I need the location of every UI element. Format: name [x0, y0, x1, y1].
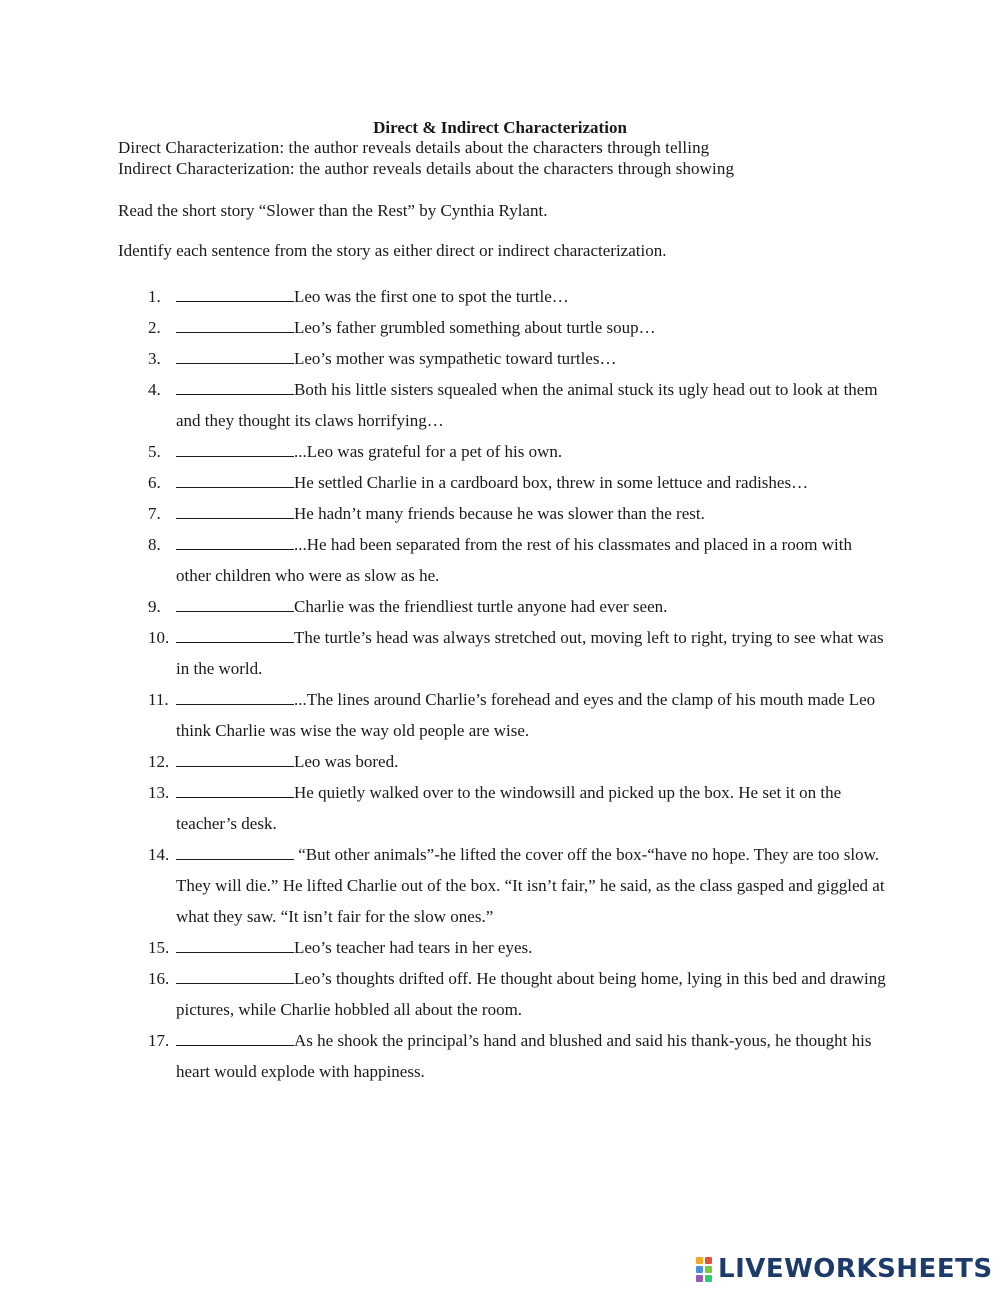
definition-direct: Direct Characterization: the author reveals details about the characters through telling [118, 138, 710, 157]
question-item [0, 529, 1000, 591]
question-text: Leo was bored. [294, 752, 399, 771]
logo-square-icon [696, 1266, 703, 1273]
question-list [0, 281, 1000, 1087]
instruction-read: Read the short story “Slower than the Rest” by Cynthia Rylant. [118, 201, 548, 220]
answer-blank[interactable] [176, 750, 294, 767]
question-item [0, 684, 1000, 746]
question-number: 17. [148, 1031, 170, 1050]
question-item [0, 839, 1000, 932]
question-text: He settled Charlie in a cardboard box, threw in some lettuce and radishes… [294, 473, 809, 492]
question-number: 3. [148, 349, 161, 368]
question-item [0, 343, 1000, 374]
question-number: 15. [148, 938, 170, 957]
question-number: 12. [148, 752, 170, 771]
question-text: Charlie was the friendliest turtle anyone had ever seen. [294, 597, 668, 616]
question-text: Leo’s teacher had tears in her eyes. [294, 938, 533, 957]
question-item [0, 1025, 1000, 1087]
question-item [0, 591, 1000, 622]
question-number: 4. [148, 380, 161, 399]
question-text: ...The lines around Charlie’s forehead and eyes and the clamp of his mouth made Leo think Charlie was wise the way old people are wise. [176, 690, 876, 740]
question-text: He hadn’t many friends because he was slower than the rest. [294, 504, 705, 523]
question-number: 6. [148, 473, 161, 492]
question-text: ...He had been separated from the rest of his classmates and placed in a room with other children who were as slow as he. [176, 535, 852, 585]
answer-blank[interactable] [176, 285, 294, 302]
question-item [0, 467, 1000, 498]
answer-blank[interactable] [176, 967, 294, 984]
answer-blank[interactable] [176, 440, 294, 457]
question-item [0, 963, 1000, 1025]
question-item [0, 312, 1000, 343]
answer-blank[interactable] [176, 347, 294, 364]
instruction-identify: Identify each sentence from the story as either direct or indirect characterization. [118, 241, 667, 260]
question-text: The turtle’s head was always stretched out, moving left to right, trying to see what was in the world. [176, 628, 884, 678]
question-text: As he shook the principal’s hand and blushed and said his thank-yous, he thought his heart would explode with happiness. [176, 1031, 872, 1081]
question-number: 9. [148, 597, 161, 616]
question-item [0, 374, 1000, 436]
question-item [0, 777, 1000, 839]
logo-mark-icon [696, 1257, 712, 1282]
question-text: ...Leo was grateful for a pet of his own. [294, 442, 563, 461]
question-item [0, 436, 1000, 467]
answer-blank[interactable] [176, 316, 294, 333]
answer-blank[interactable] [176, 378, 294, 395]
question-number: 11. [148, 690, 169, 709]
question-text: He quietly walked over to the windowsill and picked up the box. He set it on the teacher’s desk. [176, 783, 842, 833]
answer-blank[interactable] [176, 471, 294, 488]
question-item [0, 746, 1000, 777]
question-number: 7. [148, 504, 161, 523]
page-title: Direct & Indirect Characterization [373, 118, 627, 137]
question-number: 10. [148, 628, 170, 647]
answer-blank[interactable] [176, 936, 294, 953]
question-number: 14. [148, 845, 170, 864]
question-text: Both his little sisters squealed when the animal stuck its ugly head out to look at them and they thought its claws horrifying… [176, 380, 878, 430]
logo-square-icon [705, 1275, 712, 1282]
answer-blank[interactable] [176, 781, 294, 798]
logo-square-icon [705, 1257, 712, 1264]
question-number: 5. [148, 442, 161, 461]
question-text: Leo’s thoughts drifted off. He thought about being home, lying in this bed and drawing pictures, while Charlie hobbled all about the room. [176, 969, 886, 1019]
logo-square-icon [696, 1275, 703, 1282]
question-number: 1. [148, 287, 161, 306]
question-text: Leo was the first one to spot the turtle… [294, 287, 569, 306]
question-item [0, 932, 1000, 963]
question-item [0, 281, 1000, 312]
logo-text: LIVEWORKSHEETS [718, 1254, 993, 1284]
answer-blank[interactable] [176, 1029, 294, 1046]
question-text: Leo’s father grumbled something about turtle soup… [294, 318, 656, 337]
answer-blank[interactable] [176, 595, 294, 612]
question-number: 16. [148, 969, 170, 988]
answer-blank[interactable] [176, 502, 294, 519]
logo-square-icon [696, 1257, 703, 1264]
answer-blank[interactable] [176, 688, 294, 705]
question-text: “But other animals”-he lifted the cover off the box-“have no hope. They are too slow. They will die.” He lifted Charlie out of the box. “It isn’t fair,” he said, as the class gasped and giggled at what they saw. “It isn’t fair for the slow ones.” [176, 845, 885, 926]
question-number: 13. [148, 783, 170, 802]
question-number: 2. [148, 318, 161, 337]
answer-blank[interactable] [176, 533, 294, 550]
answer-blank[interactable] [176, 843, 294, 860]
question-text: Leo’s mother was sympathetic toward turtles… [294, 349, 617, 368]
definition-indirect: Indirect Characterization: the author reveals details about the characters through showing [118, 159, 735, 178]
question-item [0, 622, 1000, 684]
answer-blank[interactable] [176, 626, 294, 643]
question-item [0, 498, 1000, 529]
logo-square-icon [705, 1266, 712, 1273]
liveworksheets-logo [696, 1253, 993, 1285]
question-number: 8. [148, 535, 161, 554]
